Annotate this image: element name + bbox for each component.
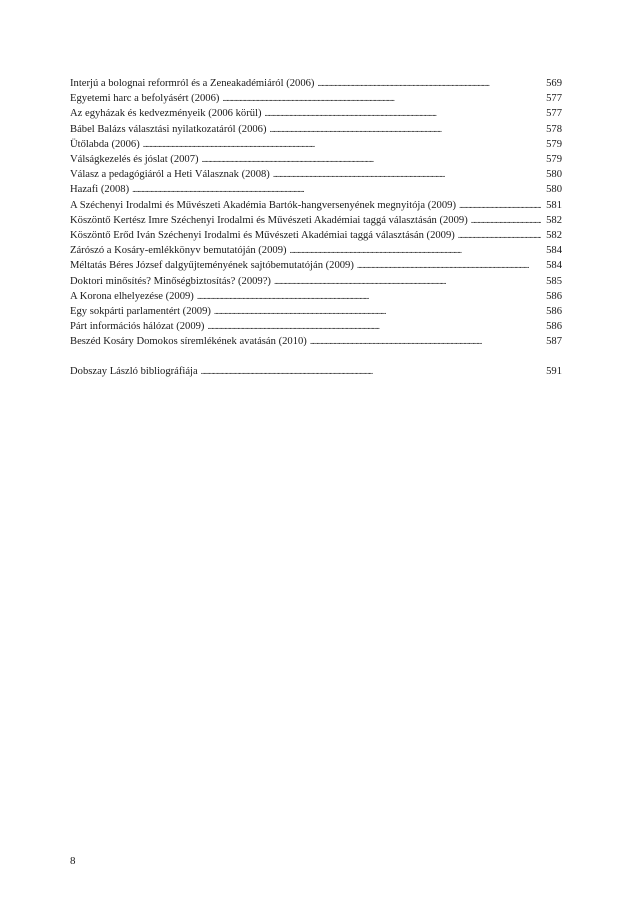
toc-entry-title: Egyetemi harc a befolyásért (2006) <box>70 93 220 105</box>
toc-entry-page: 580 <box>546 169 562 181</box>
toc-entry-bibliography <box>70 364 562 379</box>
toc-entry-title: Az egyházak és kedvezményeik (2006 körül) <box>70 108 262 120</box>
dot-leader <box>310 334 541 349</box>
toc-entry-page: 591 <box>546 365 562 377</box>
toc-entry-page: 581 <box>546 199 562 211</box>
toc-entry <box>70 228 562 243</box>
toc-entry-title: Beszéd Kosáry Domokos síremlékének avatásán (2010) <box>70 336 307 348</box>
toc-entry <box>70 304 562 319</box>
toc-entry <box>70 167 562 182</box>
toc-entry <box>70 76 562 91</box>
toc-entry-title: Köszöntő Kertész Imre Széchenyi Irodalmi és Művészeti Akadémiai taggá választásán (2009) <box>70 214 468 226</box>
toc-entry <box>70 198 562 213</box>
toc-entry <box>70 213 562 228</box>
toc-entry <box>70 106 562 121</box>
toc-entry <box>70 319 562 334</box>
toc-entry-title: Doktori minősítés? Minőségbiztosítás? (2009?) <box>70 275 271 287</box>
toc-entry-page: 577 <box>546 108 562 120</box>
toc-entry-title: A Korona elhelyezése (2009) <box>70 290 194 302</box>
toc-entry <box>70 289 562 304</box>
page-number: 8 <box>70 855 76 867</box>
dot-leader <box>290 243 541 258</box>
toc-entry-page: 580 <box>546 184 562 196</box>
dot-leader <box>143 137 541 152</box>
toc-entry-title: Interjú a bolognai reformról és a Zeneakadémiáról (2006) <box>70 78 315 89</box>
toc-entry-page: 579 <box>546 154 562 166</box>
toc-entry-title: Párt információs hálózat (2009) <box>70 321 205 333</box>
toc-entry <box>70 334 562 349</box>
dot-leader <box>459 198 541 213</box>
dot-leader <box>270 122 541 137</box>
toc-entry-title: Bábel Balázs választási nyilatkozatáról (2006) <box>70 123 267 135</box>
toc-entry <box>70 274 562 289</box>
toc-entry-page: 585 <box>546 275 562 287</box>
toc-entry <box>70 152 562 167</box>
toc-entry-title: Válasz a pedagógiáról a Heti Válasznak (2008) <box>70 169 270 181</box>
toc-entry-title: Zárószó a Kosáry-emlékkönyv bemutatóján (2009) <box>70 245 287 257</box>
dot-leader <box>317 76 541 91</box>
toc-entry-page: 577 <box>546 93 562 105</box>
toc-entry <box>70 122 562 137</box>
dot-leader <box>458 228 541 243</box>
dot-leader <box>357 258 541 273</box>
toc-entry-title: Hazafi (2008) <box>70 184 130 196</box>
toc-entry <box>70 243 562 258</box>
toc-entry-page: 586 <box>546 290 562 302</box>
section-spacer <box>70 350 562 364</box>
dot-leader <box>274 274 541 289</box>
toc-entry-title: Egy sokpárti parlamentért (2009) <box>70 306 211 318</box>
toc-entry-page: 579 <box>546 138 562 150</box>
toc-entry <box>70 137 562 152</box>
toc-entry <box>70 91 562 106</box>
toc-entry-page: 582 <box>546 214 562 226</box>
toc-entry <box>70 258 562 273</box>
toc-entry <box>70 182 562 197</box>
toc-entry-page: 584 <box>546 260 562 272</box>
dot-leader <box>273 167 541 182</box>
toc-entry-page: 569 <box>546 78 562 89</box>
dot-leader <box>471 213 541 228</box>
table-of-contents <box>70 76 562 379</box>
toc-entry-page: 582 <box>546 230 562 242</box>
toc-entry-title: Méltatás Béres József dalgyűjteményének sajtóbemutatóján (2009) <box>70 260 354 272</box>
dot-leader <box>222 91 541 106</box>
toc-entry-page: 587 <box>546 336 562 348</box>
toc-entry-page: 578 <box>546 123 562 135</box>
dot-leader <box>132 182 541 197</box>
dot-leader <box>214 304 541 319</box>
dot-leader <box>197 289 541 304</box>
dot-leader <box>202 152 541 167</box>
dot-leader <box>201 364 541 379</box>
toc-entry-title: Válságkezelés és jóslat (2007) <box>70 154 199 166</box>
toc-entry-title: Köszöntő Erőd Iván Széchenyi Irodalmi és Művészeti Akadémiai taggá választásán (2009) <box>70 230 455 242</box>
toc-entry-title: Dobszay László bibliográfiája <box>70 365 198 377</box>
toc-entry-page: 586 <box>546 321 562 333</box>
toc-entry-title: A Széchenyi Irodalmi és Művészeti Akadémia Bartók-hangversenyének megnyitója (2009) <box>70 199 456 211</box>
toc-entry-title: Ütőlabda (2006) <box>70 138 140 150</box>
dot-leader <box>265 106 542 121</box>
toc-entry-page: 586 <box>546 306 562 318</box>
dot-leader <box>207 319 541 334</box>
toc-entry-page: 584 <box>546 245 562 257</box>
